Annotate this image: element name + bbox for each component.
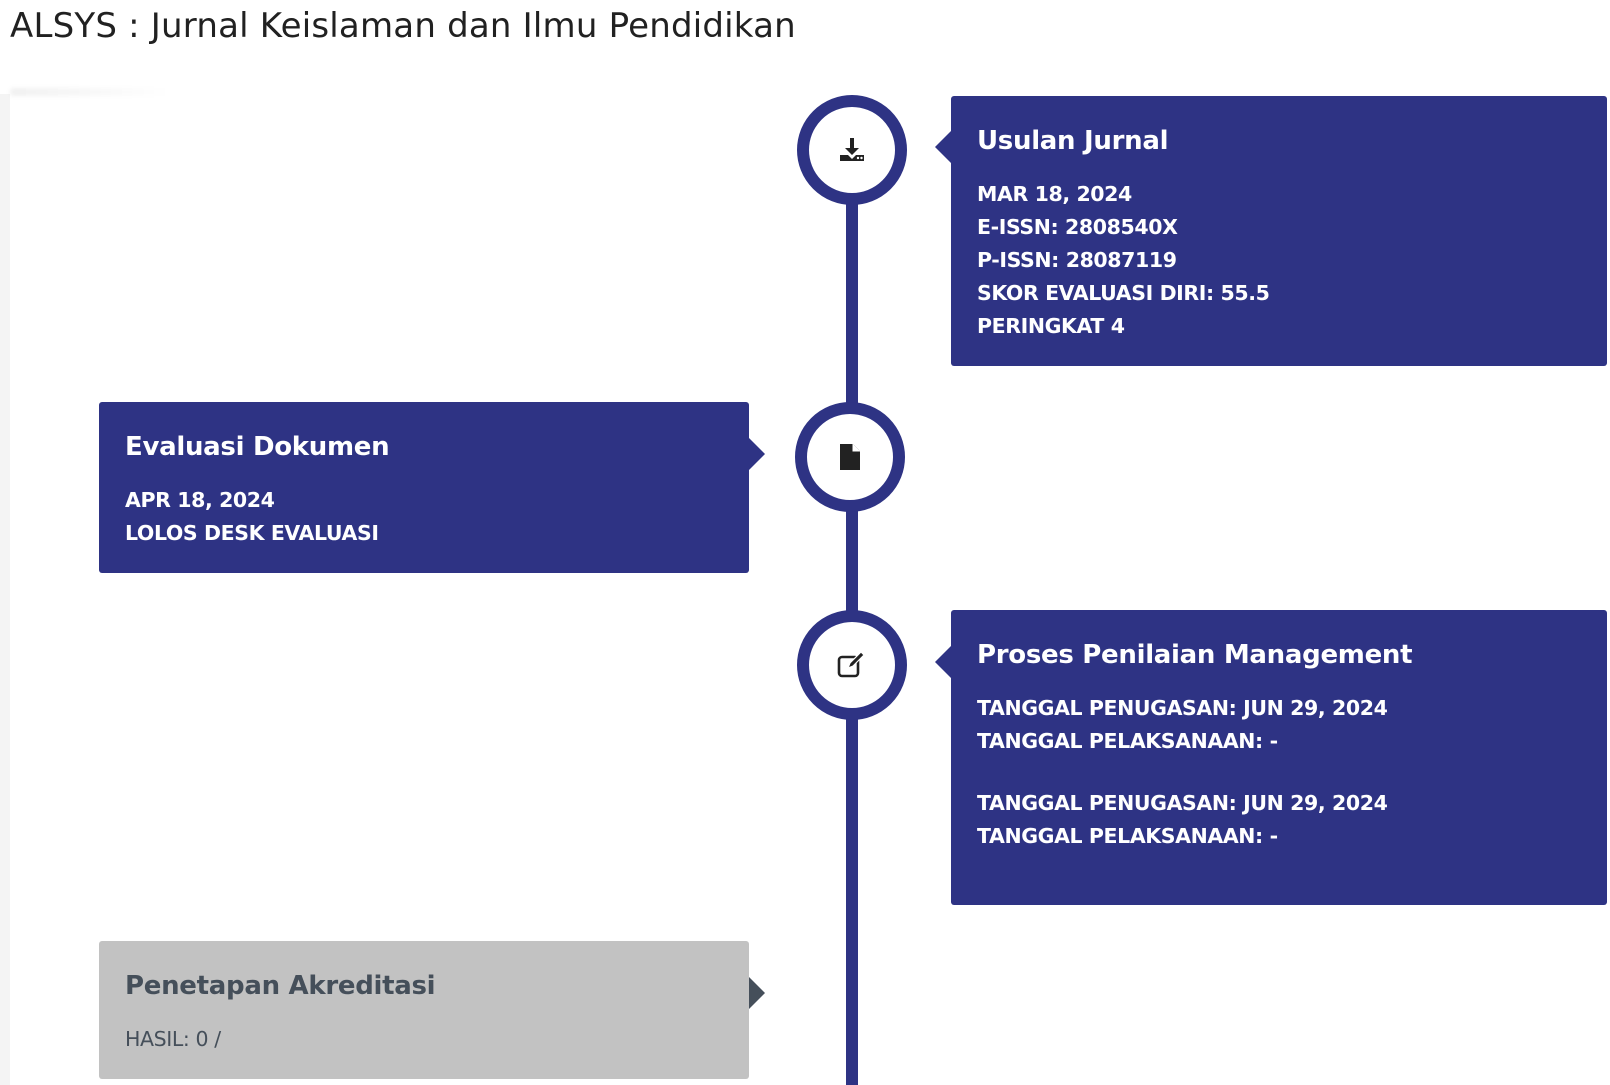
card-title: Penetapan Akreditasi bbox=[125, 971, 436, 1001]
timeline-node-usulan-jurnal bbox=[797, 95, 907, 205]
page-title: ALSYS : Jurnal Keislaman dan Ilmu Pendidikan bbox=[10, 6, 796, 46]
evaluation-result: LOLOS DESK EVALUASI bbox=[125, 521, 379, 545]
timeline-node-penilaian-management bbox=[797, 610, 907, 720]
edit-icon bbox=[837, 651, 867, 679]
download-icon bbox=[838, 136, 866, 164]
evaluation-date: APR 18, 2024 bbox=[125, 488, 275, 512]
accreditation-result: HASIL: 0 / bbox=[125, 1027, 221, 1051]
card-pointer-evaluasi-dokumen bbox=[749, 438, 765, 470]
rank: PERINGKAT 4 bbox=[977, 314, 1125, 338]
p-issn: P-ISSN: 28087119 bbox=[977, 248, 1177, 272]
panel-shadow bbox=[10, 88, 170, 96]
card-title: Usulan Jurnal bbox=[977, 126, 1169, 156]
card-pointer-penilaian-management bbox=[935, 646, 951, 678]
timeline-card-usulan-jurnal bbox=[951, 96, 1607, 366]
card-pointer-usulan-jurnal bbox=[935, 131, 951, 163]
submission-date: MAR 18, 2024 bbox=[977, 182, 1132, 206]
execution-date: TANGGAL PELAKSANAAN: - bbox=[977, 729, 1278, 753]
execution-date: TANGGAL PELAKSANAAN: - bbox=[977, 824, 1278, 848]
timeline-card-penilaian-management bbox=[951, 610, 1607, 905]
timeline-card-evaluasi-dokumen bbox=[99, 402, 749, 573]
self-evaluation-score: SKOR EVALUASI DIRI: 55.5 bbox=[977, 281, 1270, 305]
card-title: Proses Penilaian Management bbox=[977, 640, 1413, 670]
document-icon bbox=[837, 443, 863, 471]
timeline-card-penetapan-akreditasi bbox=[99, 941, 749, 1079]
card-pointer-penetapan-akreditasi bbox=[749, 977, 765, 1009]
e-issn: E-ISSN: 2808540X bbox=[977, 215, 1178, 239]
assignment-date: TANGGAL PENUGASAN: JUN 29, 2024 bbox=[977, 791, 1388, 815]
card-title: Evaluasi Dokumen bbox=[125, 432, 390, 462]
timeline-node-evaluasi-dokumen bbox=[795, 402, 905, 512]
assignment-date: TANGGAL PENUGASAN: JUN 29, 2024 bbox=[977, 696, 1388, 720]
